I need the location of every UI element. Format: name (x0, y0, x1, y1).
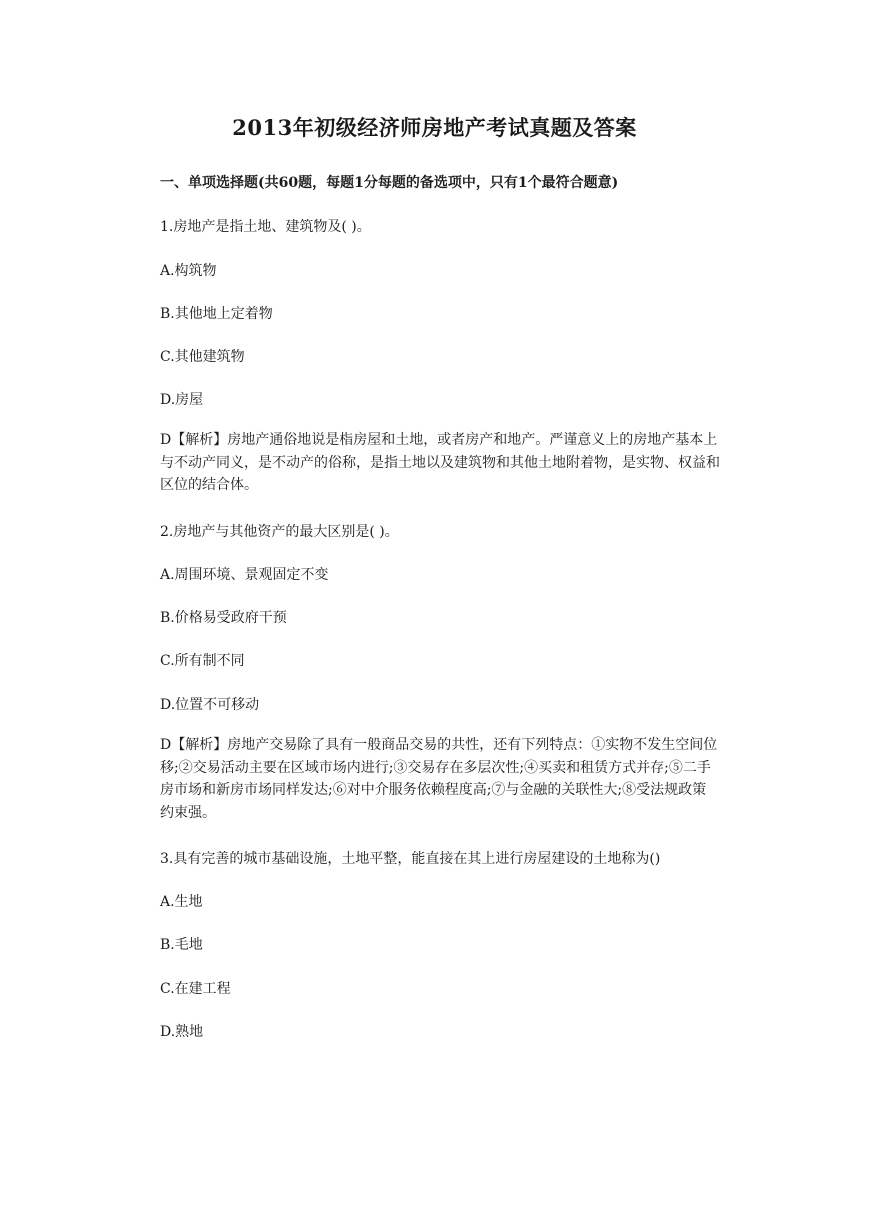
question-2-option-d: D.位置不可移动 (160, 697, 260, 713)
question-3-option-c: C.在建工程 (160, 981, 231, 997)
question-2-stem: 2.房地产与其他资产的最大区别是( )。 (160, 524, 399, 540)
question-1-analysis: D【解析】房地产通俗地说是栺房屋和土地，或者房产和地产。严谨意义上的房地产基本上与不动产同义，是不动产的俗称，是指土地以及建筑物和其他土地附着物，是实物、权益和区位的结合体。 (160, 432, 720, 493)
question-2-option-a: A.周围环境、景观固定不变 (160, 567, 329, 583)
section-heading: 一、单项选择题(共60题，每题1分每题的备选项中，只有1个最符合题意) (160, 175, 619, 191)
question-1-option-b: B.其他地上定着物 (160, 306, 273, 322)
question-1-option-a: A.构筑物 (160, 263, 217, 279)
question-1-stem: 1.房地产是指土地、建筑物及( )。 (160, 219, 371, 235)
question-1-option-d: D.房屋 (160, 392, 204, 408)
question-2-option-c: C.所有制不同 (160, 653, 245, 669)
question-3-option-b: B.毛地 (160, 937, 203, 953)
document-title: 2013年初级经济师房地产考试真题及答案 (232, 115, 637, 140)
question-3-option-d: D.熟地 (160, 1024, 204, 1040)
question-2-option-b: B.价格易受政府干预 (160, 610, 287, 626)
question-3-option-a: A.生地 (160, 894, 203, 910)
question-3-stem: 3.具有完善的城市基础设施，土地平整，能直接在其上进行房屋建设的土地称为() (160, 851, 661, 867)
question-1-option-c: C.其他建筑物 (160, 349, 245, 365)
question-2-analysis: D【解析】房地产交易除了具有一般商品交易的共性，还有下列特点：①实物不发生空间位移;②交易活动主要在区域市场内进行;③交易存在多层次性;④买卖和租赁方式并存;⑤二手房市场和新房市场同样发达;⑥对中介服务依赖程度高;⑦与金融的关联性大;⑧受法规政策约束强。 (160, 737, 718, 821)
